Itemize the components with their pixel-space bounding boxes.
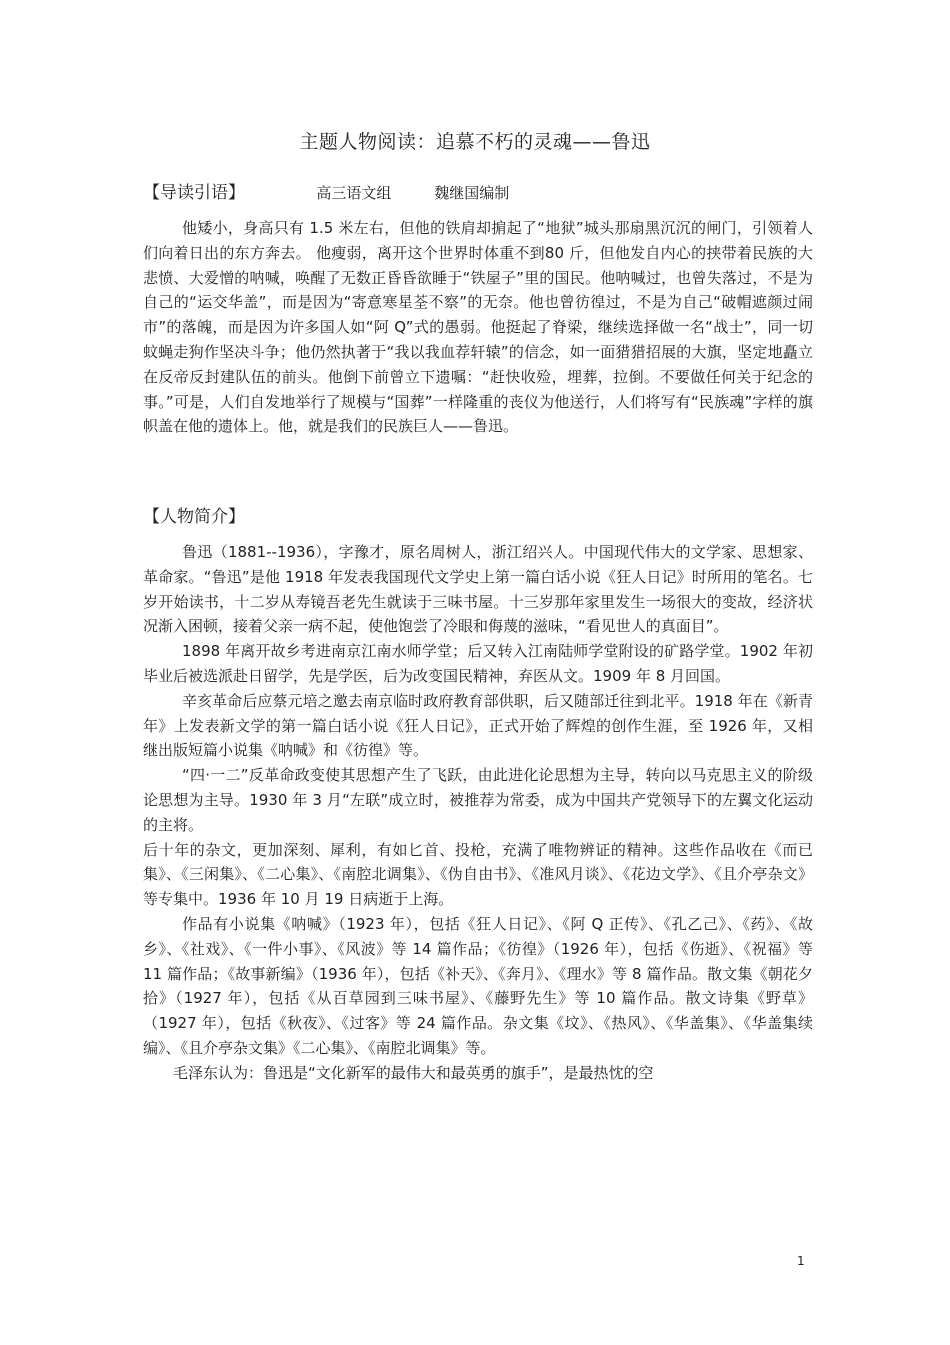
bio-paragraph: 后十年的杂文，更加深刻、犀利，有如匕首、投枪，充满了唯物辨证的精神。这些作品收在《而已集》、《三闲集》、《二心集》、《南腔北调集》、《伪自由书》、《准风月谈》、《花边文学》、《且介亭杂文》等专集中。1936 年 10 月 19 日病逝于上海。 <box>143 840 813 909</box>
bio-paragraph: 作品有小说集《呐喊》（1923 年），包括《狂人日记》、《阿 Q 正传》、《孔乙己》、《药》、《故乡》、《社戏》、《一件小事》、《风波》等 14 篇作品；《彷徨》（1926 年），包括《伤逝》、《祝福》等 11 篇作品；《故事新编》（1936 年），包括《补天》、《奔月》、《理水》等 8 篇作品。散文集《朝花夕拾》（1927 年），包括《从百草园到三味书屋》、《藤野先生》等 10 篇作品。散文诗集《野草》（1927 年），包括《秋夜》、《过客》等 24 篇作品。杂文集《坟》、《热风》、《华盖集》、《华盖集续编》、《且介亭杂文集》《二心集》、《南腔北调集》等。 <box>143 914 813 1057</box>
author-group: 高三语文组 <box>316 184 392 202</box>
intro-paragraph: 他矮小，身高只有 1.5 米左右，但他的铁肩却掮起了“地狱”城头那扇黑沉沉的闸门，引领着人们向着日出的东方奔去。 他瘦弱，离开这个世界时体重不到80 斤，但他发自内心的挟带着民族的大悲愤、大爱憎的呐喊，唤醒了无数正昏昏欲睡于“铁屋子”里的国民。他呐喊过，也曾失落过，不是为自己的“运交华盖”，而是因为“寄意寒星荃不察”的无奈。他也曾彷徨过，不是为自己“破帽遮颜过闹市”的落魄，而是因为许多国人如“阿 Q”式的愚弱。他挺起了脊梁，继续选择做一名“战士”，同一切蚊蝇走狗作坚决斗争；他仍然执著于“我以我血荐轩辕”的信念，如一面猎猎招展的大旗，坚定地矗立在反帝反封建队伍的前头。他倒下前曾立下遗嘱：“赶快收殓，埋葬，拉倒。不要做任何关于纪念的事。”可是，人们自发地举行了规模与“国葬”一样隆重的丧仪为他送行，人们将写有“民族魂”字样的旗帜盖在他的遗体上。他，就是我们的民族巨人——鲁迅。 <box>143 219 813 436</box>
bio-paragraph: 毛泽东认为：鲁迅是“文化新军的最伟大和最英勇的旗手”，是最热忱的空 <box>173 1063 654 1082</box>
intro-heading-row <box>143 180 509 206</box>
intro-heading: 【导读引语】 <box>143 183 245 203</box>
byline <box>316 184 509 202</box>
bio-heading: 【人物简介】 <box>143 507 245 527</box>
bio-paragraph: 1898 年离开故乡考进南京江南水师学堂；后又转入江南陆师学堂附设的矿路学堂。1902 年初毕业后被选派赴日留学，先是学医，后为改变国民精神，弃医从文。1909 年 8 月回国。 <box>143 642 813 685</box>
bio-paragraph: 鲁迅（1881--1936），字豫才，原名周树人，浙江绍兴人。中国现代伟大的文学家、思想家、革命家。“鲁迅”是他 1918 年发表我国现代文学史上第一篇白话小说《狂人日记》时所用的笔名。七岁开始读书，十二岁从寿镜吾老先生就读于三味书屋。十三岁那年家里发生一场很大的变故，经济状况渐入困顿，接着父亲一病不起，使他饱尝了冷眼和侮蔑的滋味，“看见世人的真面目”。 <box>143 543 813 636</box>
bio-section <box>143 540 813 1086</box>
author-editor: 魏继国编制 <box>434 184 510 202</box>
page-number: 1 <box>797 1254 805 1268</box>
intro-section <box>143 216 813 439</box>
bio-paragraph: “四·一二”反革命政变使其思想产生了飞跃，由此进化论思想为主导，转向以马克思主义的阶级论思想为主导。1930 年 3 月“左联”成立时，被推荐为常委，成为中国共产党领导下的左翼文化运动的主将。 <box>143 766 813 834</box>
bio-paragraph: 辛亥革命后应蔡元培之邀去南京临时政府教育部供职，后又随部迁往到北平。1918 年在《新青年》上发表新文学的第一篇白话小说《狂人日记》，正式开始了辉煌的创作生涯，至 1926 年，又相继出版短篇小说集《呐喊》和《彷徨》等。 <box>143 691 813 760</box>
page-title: 主题人物阅读：追慕不朽的灵魂——鲁迅 <box>299 131 651 153</box>
